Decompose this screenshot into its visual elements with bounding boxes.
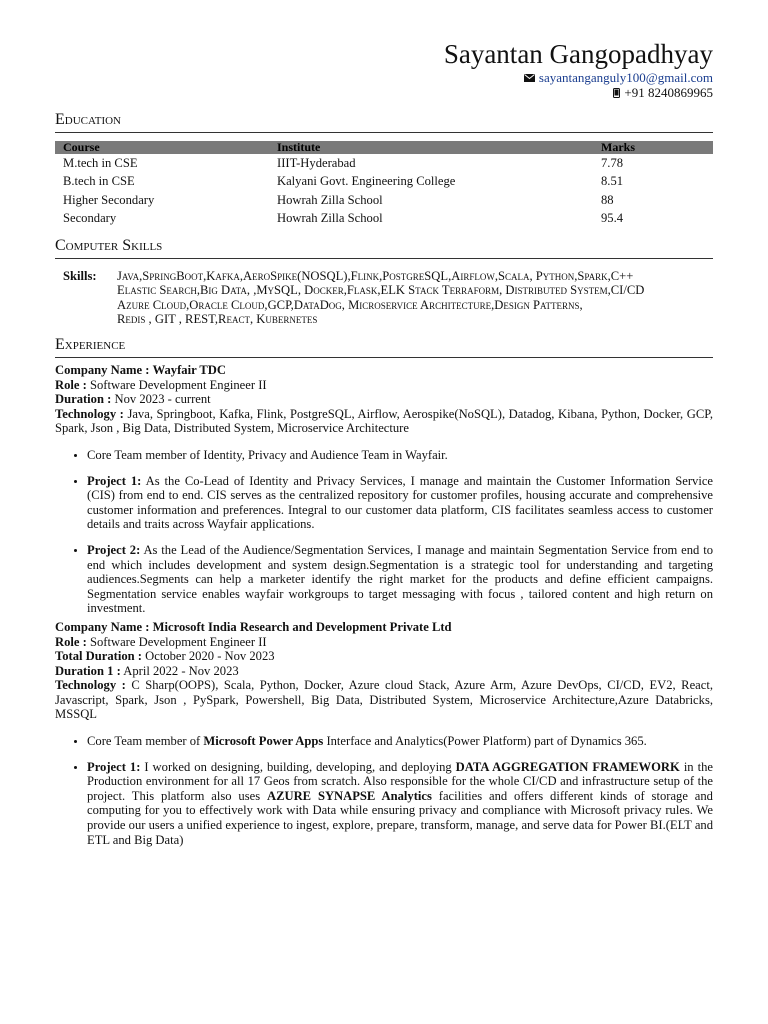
column-header-course: Course [55,141,269,154]
project-highlight: AZURE SYNAPSE Analytics [266,788,432,803]
project-text: I worked on designing, building, developing, and deploying [144,759,452,774]
skills-line: Java,SpringBoot,Kafka,AeroSpike(NOSQL),Flink,PostgreSQL,Airflow,Scala, Python,Spark,C++ [117,268,634,283]
company-name: Microsoft India Research and Development Private Ltd [152,619,452,634]
company-line [55,620,713,635]
table-row [55,172,713,190]
project-text: in the Production environment for all 17 Geos from scratch. Also responsible for the whole CI/CD and infrastructure setup of the project. This platform also uses [87,759,713,803]
bullet-text-bold: Microsoft Power Apps [203,734,324,749]
job-bullets [55,734,713,847]
bullet-text-post: Interface and Analytics(Power Platform) part of Dynamics 365. [326,734,647,749]
column-header-institute: Institute [269,141,593,154]
table-row [55,191,713,209]
candidate-name: Sayantan Gangopadhyay [443,39,713,69]
project-text: As the Co-Lead of Identity and Privacy Services, I manage and maintain the Customer Information Service (CIS) from end to end. CIS serves as the centralized repository for customer profiles, housing accurate and comprehensive customer information and preferences. Integral to our customer data platform, CIS facilitates seamless access to customer details and traits across Wayfair applications. [87,473,713,532]
project-label: Project 2: [87,542,141,557]
duration-label: Duration : [55,392,112,407]
role-value: Software Development Engineer II [89,377,267,392]
marks-cell: 8.51 [601,174,624,189]
job-wayfair [55,363,713,616]
marks-cell: 7.78 [601,156,624,170]
education-table [55,141,713,228]
company-line [55,363,713,378]
email-line [444,70,713,85]
skills-heading: Computer Skills [55,236,713,259]
company-label: Company Name : [55,363,150,377]
role-value: Software Development Engineer II [89,634,267,649]
list-item [87,760,713,848]
table-row [55,209,713,227]
phone-number: +91 8240869965 [624,85,713,100]
skills-list [117,269,644,327]
table-row [55,154,713,172]
skills-line: Redis , GIT , REST,React, Kubernetes [117,312,318,327]
duration-value: Nov 2023 - current [114,392,211,407]
technology-label: Technology : [55,406,124,421]
course-cell: Higher Secondary [63,192,155,207]
institute-cell: Kalyani Govt. Engineering College [277,174,456,189]
list-item [87,448,713,463]
course-cell: B.tech in CSE [63,174,135,189]
role-line [55,378,713,393]
technology-line [55,678,713,722]
technology-value: Java, Springboot, Kafka, Flink, PostgreSQL, Airflow, Aerospike(NoSQL), Datadog, Kibana, Python, Docker, GCP, Spark, Json , Big Data, Distributed System, Microservice Architecture [55,406,713,436]
total-duration-value: October 2020 - Nov 2023 [145,649,275,664]
experience-heading: Experience [55,335,713,358]
project-label: Project 1: [87,473,142,488]
duration-line [55,392,713,407]
course-cell: M.tech in CSE [63,156,138,170]
envelope-icon [524,74,535,82]
skills-line: Azure Cloud,Oracle Cloud,GCP,DataDog, Microservice Architecture,Design Patterns, [117,297,583,312]
resume-header [444,38,713,100]
total-duration-label: Total Duration : [55,649,142,664]
technology-label: Technology : [55,678,126,693]
marks-cell: 88 [601,192,614,207]
column-header-marks: Marks [593,141,713,154]
job-microsoft [55,620,713,847]
institute-cell: IIIT-Hyderabad [277,156,356,170]
email-link[interactable]: sayantanganguly100@gmail.com [538,70,713,85]
skills-label: Skills: [63,268,97,283]
project-highlight: DATA AGGREGATION FRAMEWORK [455,759,680,774]
education-header-row [55,141,713,154]
duration-value: April 2022 - Nov 2023 [123,663,239,678]
bullet-text: Core Team member of Identity, Privacy and Audience Team in Wayfair. [87,447,448,462]
institute-cell: Howrah Zilla School [277,211,383,226]
course-cell: Secondary [63,211,117,226]
resume-body [55,110,713,858]
bullet-text-pre: Core Team member of [87,734,201,749]
mobile-phone-icon [613,88,620,98]
education-heading: Education [55,110,713,133]
project-text: facilities and offers different kinds of storage and computing for you to effectively work with Data while ensuring privacy and compliance with Microsoft privacy rules. We provide our users a unified experience to ingest, explore, prepare, transform, manage, and serve data for Power BI.(ELT and ETL and Big Data) [87,788,713,847]
role-line [55,635,713,650]
duration-label: Duration 1 : [55,663,121,678]
company-name: Wayfair TDC [152,363,226,377]
skills-block [63,269,713,327]
project-label: Project 1: [87,759,141,774]
phone-line [444,85,713,100]
list-item [87,734,713,749]
list-item [87,474,713,532]
company-label: Company Name : [55,619,150,634]
role-label: Role : [55,634,87,649]
role-label: Role : [55,377,87,392]
project-text: As the Lead of the Audience/Segmentation Services, I manage and maintain Segmentation Service from end to end which includes development and system design.Segmentation is a strategic tool for understanding and targeting audiences.Segments can help a marketer identify the right market for the products and define efficient campaigns. Segmentation service enables wayfair workgroups to target messaging with focus , tailored content and high return on investment. [87,542,713,616]
duration-line [55,664,713,679]
technology-line [55,407,713,436]
job-bullets [55,448,713,616]
list-item [87,543,713,616]
marks-cell: 95.4 [601,211,624,226]
technology-value: C Sharp(OOPS), Scala, Python, Docker, Azure cloud Stack, Azure Arm, Azure DevOps, CI/CD, EV2, React, Javascript, Spark, Json , PySpark, Powershell, Big Data, Distributed System, Microservice Architecture,Azure Databricks, MSSQL [55,678,713,722]
total-duration-line [55,649,713,664]
institute-cell: Howrah Zilla School [277,192,383,207]
skills-line: Elastic Search,Big Data, ,MySQL, Docker,Flask,ELK Stack Terraform, Distributed System,CI/CD [117,283,645,298]
